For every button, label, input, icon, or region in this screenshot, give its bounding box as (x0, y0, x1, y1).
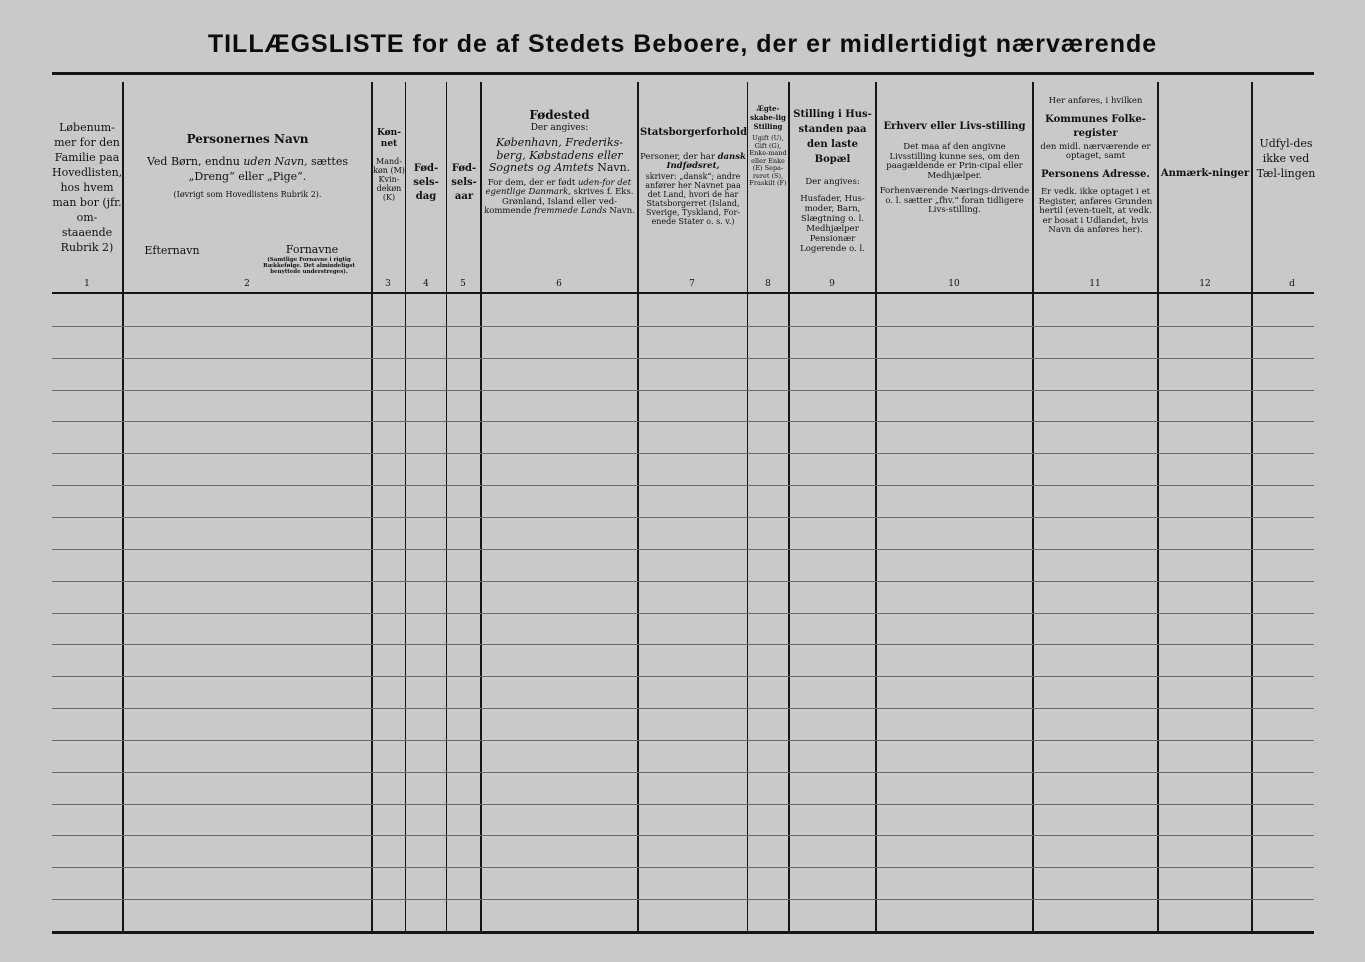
col2-line2: „Dreng“ eller „Pige“. (188, 170, 307, 183)
col6-p2-end: skrives f. Eks. Grønland, Island eller ved-kommende (484, 187, 634, 216)
col10-p1: Det maa af den angivne Livsstilling kunne ses, om den paagældende er Prin-cipal eller Medhjælper. (886, 142, 1023, 181)
col1-header (52, 120, 122, 255)
entry-row-line (52, 613, 1314, 614)
col7-p2: skriver: „dansk“; andre anfører her Navnet paa det Land, hvori de har Statsborgerret (Island, Sverige, Tyskland, For-enede Stater o. s. v.) (645, 171, 741, 226)
col10-p2: Forhenværende Nærings-drivende o. l. sætter „fhv.“ foran tidligere Livs-stilling. (879, 186, 1030, 215)
entry-row-line (52, 485, 1314, 486)
entry-row-line (52, 326, 1314, 327)
entry-row-line (52, 899, 1314, 900)
entry-row-line (52, 644, 1314, 645)
col11-header (1036, 96, 1155, 236)
col10-heading: Erhverv eller Livs-stilling (883, 121, 1026, 132)
entry-row-line (52, 867, 1314, 868)
col6-p2-em2: fremmede Lands (534, 206, 607, 216)
col9-header (791, 107, 874, 254)
cold-header (1256, 136, 1316, 181)
col6-p2-tail: Navn. (609, 206, 635, 216)
entry-row-line (52, 676, 1314, 677)
entry-row-line (52, 421, 1314, 422)
col2-line1: Ved Børn, endnu (146, 155, 240, 168)
col8-number: 8 (765, 279, 771, 289)
col11-p1: den midl. nærværende er optaget, samt (1040, 141, 1151, 161)
col8-header (749, 104, 787, 188)
col7-header (640, 128, 746, 226)
col12-header (1159, 167, 1251, 181)
col5-heading: Fød-sels-aar (451, 163, 477, 202)
entry-row-line (52, 517, 1314, 518)
col4-number: 4 (423, 279, 429, 289)
col6-em-end: Navn. (597, 161, 631, 174)
col2-firstname-note: (Samtlige Fornavne i rigtig Rækkefølge. Det almindeligst benyttede understreges). (263, 257, 355, 275)
col10-number: 10 (948, 279, 960, 289)
col7-p1-em: dansk Indfødsret, (666, 151, 746, 171)
entry-row-line (52, 549, 1314, 550)
col4-header (407, 162, 445, 204)
col3-heading: Køn-net (377, 128, 401, 149)
col6-sub: Der angives: (530, 122, 589, 133)
col9-number: 9 (829, 279, 835, 289)
col3-header (373, 128, 405, 202)
col11-heading2: Personens Adresse. (1041, 168, 1150, 180)
entry-row-line (52, 772, 1314, 773)
col11-heading: Kommunes Folke-register (1045, 113, 1146, 139)
entry-row-line (52, 390, 1314, 391)
top-rule (52, 72, 1314, 75)
col8-heading: Ægte-skabe-lig Stilling (750, 104, 786, 131)
entry-row-line (52, 358, 1314, 359)
col2-header (126, 133, 369, 201)
col6-em: København, Frederiks-berg, Købstadens eller Sognets og Amtets (488, 136, 623, 174)
col4-heading: Fød-sels-dag (413, 163, 439, 202)
entry-row-line (52, 835, 1314, 836)
bottom-rule (52, 931, 1314, 934)
col5-number: 5 (460, 279, 466, 289)
col12-number: 12 (1199, 279, 1211, 289)
col3-body: Mand-køn (M) Kvin-dekøn (K) (373, 157, 405, 202)
col5-header (448, 162, 480, 204)
col7-p1: Personer, der har (640, 151, 715, 162)
header-bottom-rule (52, 292, 1314, 294)
col6-p2-em: uden-for det egentlige Danmark, (485, 177, 632, 197)
col11-pre: Her anføres, i hvilken (1048, 96, 1143, 106)
col2-line1-em: uden Navn, (243, 155, 308, 168)
col8-body: Ugift (U), Gift (G), Enke-mand eller Enke (E) Sepa-reret (S), Fraskilt (F) (749, 134, 787, 187)
entry-row-line (52, 708, 1314, 709)
col2-firstname-label: Fornavne (285, 243, 339, 256)
entry-row-line (52, 581, 1314, 582)
col3-number: 3 (385, 279, 391, 289)
entry-row-line (52, 453, 1314, 454)
col2-heading: Personernes Navn (186, 132, 309, 146)
form-title: TILLÆGSLISTE for de af Stedets Beboere, der er midlertidigt nærværende (207, 30, 1158, 58)
col2-line1-end: sættes (311, 155, 349, 168)
col6-number: 6 (556, 279, 562, 289)
cold-number: d (1289, 279, 1295, 289)
col1-text: Løbenum-mer for den Familie paa Hovedlisten, hos hvem man bor (jfr. om-staaende Rubrik 2) (52, 121, 123, 254)
col2-number: 2 (244, 279, 250, 289)
col7-heading: Statsborgerforhold (640, 127, 748, 138)
col7-number: 7 (689, 279, 695, 289)
col6-header (484, 110, 635, 217)
col11-p2: Er vedk. ikke optaget i et Register, anføres Grunden hertil (even-tuelt, at vedk. er bosat i Udlandet, hvis Navn da anføres her). (1038, 187, 1153, 235)
entry-row-line (52, 740, 1314, 741)
col9-body: Husfader, Hus-moder, Barn, Slægtning o. l. Medhjælper Pensionær Logerende o. l. (800, 193, 865, 254)
cold-text: Udfyl-des ikke ved Tæl-lingen (1256, 137, 1316, 180)
entry-row-line (52, 804, 1314, 805)
col6-p2: For dem, der er født (487, 177, 576, 188)
col9-sub: Der angives: (805, 177, 860, 187)
col2-lastname-label: Efternavn (144, 244, 200, 257)
col2-line3: (Iøvrigt som Hovedlistens Rubrik 2). (173, 190, 322, 199)
col9-heading: Stilling i Hus-standen paa den laste Bopæl (793, 109, 872, 165)
col12-heading: Anmærk-ninger (1160, 168, 1250, 179)
col1-number: 1 (84, 279, 90, 289)
col11-number: 11 (1089, 279, 1101, 289)
col10-header (879, 119, 1030, 216)
col6-heading: Fødested (529, 108, 590, 122)
